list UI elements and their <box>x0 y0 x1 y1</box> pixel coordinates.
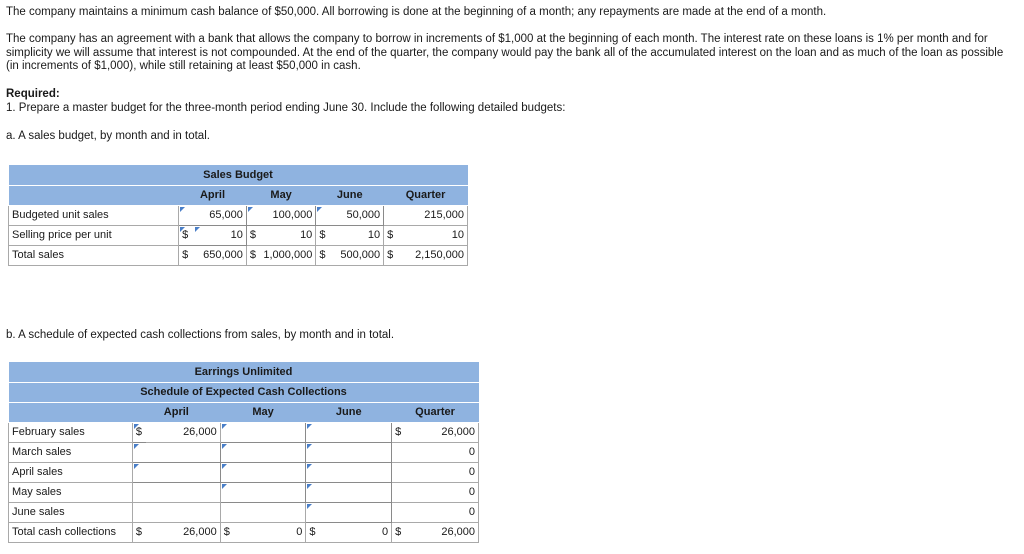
june-total-sales: 500,000 <box>331 245 384 265</box>
feb-may-input[interactable] <box>220 422 306 442</box>
schedule-title: Schedule of Expected Cash Collections <box>9 382 479 402</box>
jun-june-input[interactable] <box>306 502 392 522</box>
col-may: May <box>220 402 306 422</box>
total-may: 0 <box>234 522 306 542</box>
row-label: Selling price per unit <box>9 225 179 245</box>
dollar-sign: $ <box>306 522 320 542</box>
june-price-input[interactable]: 10 <box>331 225 384 245</box>
row-label: Budgeted unit sales <box>9 205 179 225</box>
apr-june-input[interactable] <box>306 462 392 482</box>
dollar-sign: $ <box>316 225 331 245</box>
may-price-input[interactable]: 10 <box>260 225 315 245</box>
row-label: June sales <box>9 502 133 522</box>
dollar-sign: $ <box>132 422 146 442</box>
table-row <box>9 522 479 542</box>
table-row <box>9 502 479 522</box>
dollar-sign: $ <box>220 522 234 542</box>
table-row <box>9 245 468 265</box>
collections-corner <box>9 402 133 422</box>
cash-collections-table <box>8 362 479 543</box>
table-row <box>9 442 479 462</box>
april-total-sales: 650,000 <box>194 245 247 265</box>
jun-may-empty <box>220 502 306 522</box>
may-quarter: 0 <box>392 482 479 502</box>
intro-paragraph-1: The company maintains a minimum cash balance of $50,000. All borrowing is done at the beginning of a month; any repayments are made at the end of a month. <box>6 6 827 18</box>
quarter-total-sales: 2,150,000 <box>399 245 468 265</box>
table-row <box>9 482 479 502</box>
sales-budget-title: Sales Budget <box>9 165 468 185</box>
april-units-input[interactable]: 65,000 <box>179 205 247 225</box>
total-april: 26,000 <box>146 522 220 542</box>
col-april: April <box>132 402 220 422</box>
table-row <box>9 422 479 442</box>
col-quarter: Quarter <box>392 402 479 422</box>
col-may: May <box>246 185 315 205</box>
feb-april-input[interactable]: 26,000 <box>146 422 220 442</box>
table-row <box>9 205 468 225</box>
row-label: Total sales <box>9 245 179 265</box>
table-row <box>9 462 479 482</box>
may-units-input[interactable]: 100,000 <box>246 205 315 225</box>
col-april: April <box>179 185 247 205</box>
dollar-sign: $ <box>392 522 406 542</box>
may-total-sales: 1,000,000 <box>260 245 315 265</box>
mar-june-input[interactable] <box>306 442 392 462</box>
dollar-sign: $ <box>392 422 406 442</box>
required-heading: Required: <box>6 88 60 100</box>
dollar-sign: $ <box>179 225 194 245</box>
total-quarter: 26,000 <box>406 522 479 542</box>
apr-april-input[interactable] <box>132 462 220 482</box>
jun-april-empty <box>132 502 220 522</box>
feb-june-input[interactable] <box>306 422 392 442</box>
sales-budget-table <box>8 165 468 266</box>
feb-quarter: 26,000 <box>406 422 479 442</box>
dollar-sign: $ <box>179 245 194 265</box>
row-label: March sales <box>9 442 133 462</box>
dollar-sign: $ <box>246 225 260 245</box>
col-june: June <box>306 402 392 422</box>
mar-quarter: 0 <box>392 442 479 462</box>
dollar-sign: $ <box>132 522 146 542</box>
apr-may-input[interactable] <box>220 462 306 482</box>
may-may-input[interactable] <box>220 482 306 502</box>
quarter-units: 215,000 <box>384 205 468 225</box>
dollar-sign: $ <box>384 245 399 265</box>
mar-may-input[interactable] <box>220 442 306 462</box>
part-b-label: b. A schedule of expected cash collections from sales, by month and in total. <box>6 329 395 341</box>
dollar-sign: $ <box>316 245 331 265</box>
requirement-1: 1. Prepare a master budget for the three-month period ending June 30. Include the following detailed budgets: <box>6 102 566 114</box>
may-june-input[interactable] <box>306 482 392 502</box>
april-price-input[interactable]: 10 <box>194 225 247 245</box>
apr-quarter: 0 <box>392 462 479 482</box>
dollar-sign: $ <box>246 245 260 265</box>
june-units-input[interactable]: 50,000 <box>316 205 384 225</box>
company-name: Earrings Unlimited <box>9 362 479 382</box>
table-row <box>9 225 468 245</box>
jun-quarter: 0 <box>392 502 479 522</box>
sales-budget-corner <box>9 185 179 205</box>
col-quarter: Quarter <box>384 185 468 205</box>
row-label: February sales <box>9 422 133 442</box>
dollar-sign: $ <box>384 225 399 245</box>
may-april-empty <box>132 482 220 502</box>
part-a-label: a. A sales budget, by month and in total. <box>6 130 210 142</box>
mar-april-input[interactable] <box>132 442 220 462</box>
quarter-price: 10 <box>399 225 468 245</box>
total-june: 0 <box>320 522 392 542</box>
row-label: May sales <box>9 482 133 502</box>
row-label: Total cash collections <box>9 522 133 542</box>
intro-paragraph-2: The company has an agreement with a bank that allows the company to borrow in increments of $1,000 at the beginning of each month. The interest rate on these loans is 1% per month and for simplicity we will assume that interest is not compounded. At the end of the quarter, the company would pay the bank all of the accumulated interest on the loan and as much of the loan as possible (in increments of $1,000), while still retaining at least $50,000 in cash. <box>6 33 1004 72</box>
row-label: April sales <box>9 462 133 482</box>
col-june: June <box>316 185 384 205</box>
